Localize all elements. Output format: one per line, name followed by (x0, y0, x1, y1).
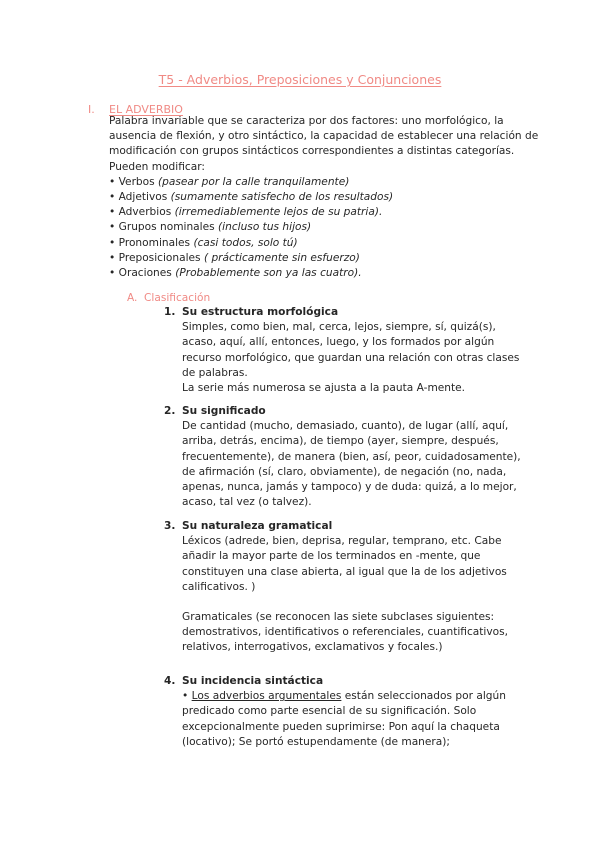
subsection-label: Clasificación (144, 292, 211, 304)
item-text: Léxicos (adrede, bien, deprisa, regular, temprano, etc. Cabe añadir la mayor parte de los terminados en -mente, que constituyen una clase abierta, al igual que la de los adjetivos calificativos. ) (182, 535, 507, 593)
item-title: Su incidencia sintáctica (182, 675, 324, 687)
item-text: Simples, como bien, mal, cerca, lejos, siempre, sí, quizá(s), acaso, aquí, allí, entonces, luego, y los formados por algún recurso morfológico, que guardan una relación con otras clases de palabras. (182, 321, 520, 379)
item-number: 1. (164, 306, 176, 318)
list-item: • Oraciones (Probablemente son ya las cuatro). (109, 266, 539, 281)
section-number: I. (88, 103, 95, 116)
item-text: • Los adverbios argumentales están seleccionados por algún predicado como parte esencial de su significación. Solo excepcionalmente pueden suprimirse: Pon aquí la chaqueta (locativo); Se portó estupendamente (de manera); (182, 690, 506, 748)
item-number: 2. (164, 405, 176, 417)
list-item: • Adjetivos (sumamente satisfecho de los resultados) (109, 190, 539, 205)
list-item: • Adverbios (irremediablemente lejos de su patria). (109, 205, 539, 220)
item-title: Su significado (182, 405, 266, 417)
subsection-heading (127, 292, 210, 304)
item-text-2: La serie más numerosa se ajusta a la pauta A-mente. (182, 382, 466, 395)
item-number: 3. (164, 520, 176, 532)
list-item: • Grupos nominales (incluso tus hijos) (109, 220, 539, 235)
item-title: Su naturaleza gramatical (182, 520, 333, 532)
intro-block (109, 114, 539, 281)
classification-item-1 (164, 305, 524, 396)
item-title: Su estructura morfológica (182, 306, 339, 318)
underlined-term: Los adverbios argumentales (191, 690, 342, 703)
item-text: De cantidad (mucho, demasiado, cuanto), de lugar (allí, aquí, arriba, detrás, encima), de tiempo (ayer, siempre, después, frecuentemente), de manera (bien, así, peor, cuidadosamente), de afirmación (sí, claro, obviamente), de negación (no, nada, apenas, nunca, jamás y tampoco) y de duda: quizá, a lo mejor, acaso, tal vez (o talvez). (182, 420, 521, 509)
item-text-2: Gramaticales (se reconocen las siete subclases siguientes: demostrativos, identificativos o referenciales, cuantificativos, relativos, interrogativos, exclamativos y focales.) (182, 611, 509, 654)
classification-item-3 (164, 519, 524, 656)
list-item: • Pronominales (casi todos, solo tú) (109, 236, 539, 251)
classification-item-4 (164, 674, 524, 750)
page-title: T5 - Adverbios, Preposiciones y Conjunciones (158, 72, 442, 87)
item-number: 4. (164, 675, 176, 687)
list-item: • Preposicionales ( prácticamente sin esfuerzo) (109, 251, 539, 266)
intro-paragraph: Palabra invariable que se caracteriza por dos factores: uno morfológico, la ausencia de flexión, y otro sintáctico, la capacidad de establecer una relación de modificación con grupos sintácticos correspondientes a distintas categorías. Pueden modificar: (109, 115, 539, 173)
list-item: • Verbos (pasear por la calle tranquilamente) (109, 175, 539, 190)
modifies-list (109, 175, 539, 281)
subsection-letter: A. (127, 292, 138, 304)
classification-item-2 (164, 404, 524, 510)
section-label: EL ADVERBIO (109, 103, 183, 116)
